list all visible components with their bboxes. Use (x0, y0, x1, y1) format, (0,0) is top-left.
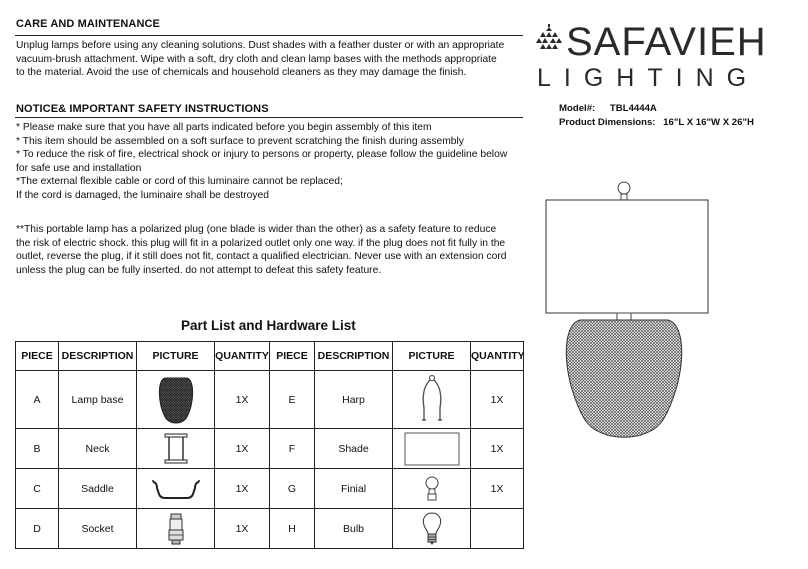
parts-header-row (16, 342, 524, 371)
parts-title: Part List and Hardware List (181, 318, 356, 333)
safety-line: for safe use and installation (16, 162, 142, 174)
quantity-cell: 1X (215, 371, 270, 429)
shade-icon (403, 431, 461, 467)
neck-icon (164, 432, 188, 466)
header-description: DESCRIPTION (59, 342, 137, 371)
picture-cell (393, 509, 471, 549)
plug-line: the risk of electric shock. this plug will fit in a polarized outlet only one way. if the plug does not fit fully in the (16, 237, 506, 249)
piece-cell: F (270, 429, 315, 469)
description-cell: Lamp base (59, 371, 137, 429)
table-row (16, 371, 524, 429)
table-row (16, 429, 524, 469)
quantity-cell: 1X (215, 469, 270, 509)
description-cell: Bulb (315, 509, 393, 549)
picture-cell (393, 429, 471, 469)
safety-line: If the cord is damaged, the luminaire shall be destroyed (16, 189, 269, 201)
description-cell: Harp (315, 371, 393, 429)
piece-cell: H (270, 509, 315, 549)
header-quantity: QUANTITY (215, 342, 270, 371)
piece-cell: G (270, 469, 315, 509)
care-line: to the material. Avoid the use of chemicals and household cleaners as they may damage the finish. (16, 67, 467, 79)
safety-divider (15, 117, 523, 118)
header-quantity: QUANTITY (471, 342, 524, 371)
picture-cell (137, 469, 215, 509)
dims-value: 16"L X 16"W X 26"H (663, 117, 754, 128)
picture-cell (137, 371, 215, 429)
safety-line: * This item should be assembled on a soft surface to prevent scratching the finish during assembly (16, 135, 464, 147)
finial-icon (422, 474, 442, 504)
lamp-illustration (540, 175, 720, 450)
piece-cell: D (16, 509, 59, 549)
care-line: Unplug lamps before using any cleaning solutions. Dust shades with a feather duster or with an appropriate (16, 40, 505, 51)
plug-paragraph (16, 223, 507, 277)
care-heading: CARE AND MAINTENANCE (16, 18, 160, 30)
brand-sub: LIGHTING (537, 64, 760, 92)
quantity-cell: 1X (215, 509, 270, 549)
plug-line: **This portable lamp has a polarized plug (one blade is wider than the other) as a safety feature to reduce (16, 224, 497, 235)
plug-line: outlet, reverse the plug, if it still does not fit, contact a qualified electrician. Never use with an extension cord (16, 251, 507, 263)
table-row (16, 509, 524, 549)
saddle-icon (151, 476, 201, 502)
brand-logo (535, 20, 795, 94)
care-divider (15, 35, 523, 36)
model-value: TBL4444A (609, 103, 657, 114)
quantity-cell (471, 509, 524, 549)
bulb-icon (421, 511, 443, 547)
description-cell: Socket (59, 509, 137, 549)
plug-line: unless the plug can be fully inserted. do not attempt to defeat this safety feature. (16, 264, 382, 276)
piece-cell: E (270, 371, 315, 429)
quantity-cell: 1X (471, 429, 524, 469)
picture-cell (137, 509, 215, 549)
model-label: Model#: (559, 103, 596, 114)
quantity-cell: 1X (215, 429, 270, 469)
quantity-cell: 1X (471, 469, 524, 509)
care-line: vacuum-brush attachment. Wipe with a soft, dry cloth and clean lamp bases with the methods appropriate (16, 53, 497, 65)
piece-cell: C (16, 469, 59, 509)
header-piece: PIECE (16, 342, 59, 371)
description-cell: Neck (59, 429, 137, 469)
description-cell: Shade (315, 429, 393, 469)
picture-cell (393, 469, 471, 509)
picture-cell (393, 371, 471, 429)
harp-icon (417, 374, 447, 426)
header-description: DESCRIPTION (315, 342, 393, 371)
lamp-base-icon (156, 375, 196, 425)
care-paragraph (16, 39, 504, 80)
chandelier-icon (535, 24, 563, 52)
piece-cell: B (16, 429, 59, 469)
parts-table (15, 341, 524, 549)
header-picture: PICTURE (137, 342, 215, 371)
header-picture: PICTURE (393, 342, 471, 371)
safety-line: *The external flexible cable or cord of this luminaire cannot be replaced; (16, 176, 343, 188)
piece-cell: A (16, 371, 59, 429)
header-piece: PIECE (270, 342, 315, 371)
picture-cell (137, 429, 215, 469)
socket-icon (166, 512, 186, 546)
description-cell: Finial (315, 469, 393, 509)
safety-heading: NOTICE& IMPORTANT SAFETY INSTRUCTIONS (16, 103, 269, 115)
description-cell: Saddle (59, 469, 137, 509)
safety-paragraph (16, 121, 507, 203)
safety-line: * Please make sure that you have all parts indicated before you begin assembly of this item (16, 122, 432, 133)
brand-name: SAFAVIEH (566, 20, 767, 64)
dims-line (559, 117, 754, 128)
safety-line: * To reduce the risk of fire, electrical shock or injury to persons or property, please follow the guideline below (16, 149, 508, 161)
model-line (559, 103, 657, 114)
table-row (16, 469, 524, 509)
dims-label: Product Dimensions: (559, 117, 656, 128)
quantity-cell: 1X (471, 371, 524, 429)
